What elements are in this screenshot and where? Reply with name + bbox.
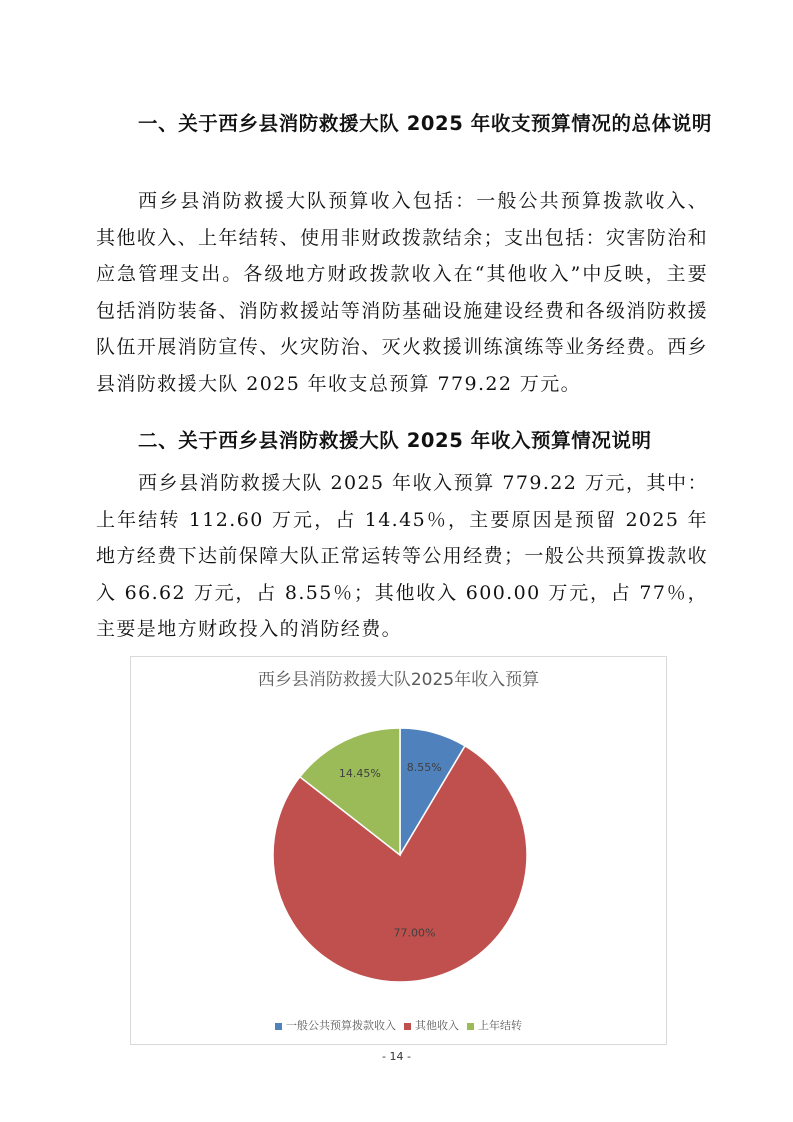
page-number: - 14 - — [382, 1050, 411, 1063]
section-heading-2: 二、关于西乡县消防救援大队 2025 年收入预算情况说明 — [138, 429, 652, 452]
pie-data-label-1: 8.55% — [406, 760, 442, 774]
section-heading-1: 一、关于西乡县消防救援大队 2025 年收支预算情况的总体说明 — [138, 112, 712, 135]
legend-item-2 — [404, 1017, 459, 1033]
legend-label-1: 一般公共预算拨款收入 — [286, 1019, 396, 1032]
chart-title: 西乡县消防救援大队2025年收入预算 — [257, 670, 540, 690]
pie-data-label-3: 14.45% — [338, 766, 381, 780]
legend-swatch-2 — [404, 1023, 411, 1030]
legend-swatch-3 — [467, 1023, 474, 1030]
paragraph-2: 西乡县消防救援大队 2025 年收入预算 779.22 万元，其中：上年结转 112.60 万元，占 14.45％，主要原因是预留 2025 年地方经费下达前保障大队正常运转等公用经费；一般公共预算拨款收入 66.62 万元，占 8.55％；其他收入 600.00 万元，占 77％，主要是地方财政投入的消防经费。 — [96, 472, 709, 640]
legend-label-3: 上年结转 — [478, 1019, 522, 1032]
paragraph-1: 西乡县消防救援大队预算收入包括：一般公共预算拨款收入、其他收入、上年结转、使用非财政拨款结余；支出包括：灾害防治和应急管理支出。各级地方财政拨款收入在“其他收入”中反映，主要包括消防装备、消防救援站等消防基础设施建设经费和各级消防救援队伍开展消防宣传、火灾防治、灭火救援训练演练等业务经费。西乡县消防救援大队 2025 年收支总预算 779.22 万元。 — [96, 190, 709, 395]
legend-label-2: 其他收入 — [415, 1019, 459, 1032]
legend-item-1 — [275, 1017, 396, 1033]
pie-data-label-2: 77.00% — [393, 926, 436, 940]
legend-item-3 — [467, 1017, 522, 1033]
legend-swatch-1 — [275, 1023, 282, 1030]
pie-chart — [130, 656, 667, 1045]
chart-legend — [131, 1017, 666, 1033]
pie-chart-svg — [131, 657, 668, 1046]
